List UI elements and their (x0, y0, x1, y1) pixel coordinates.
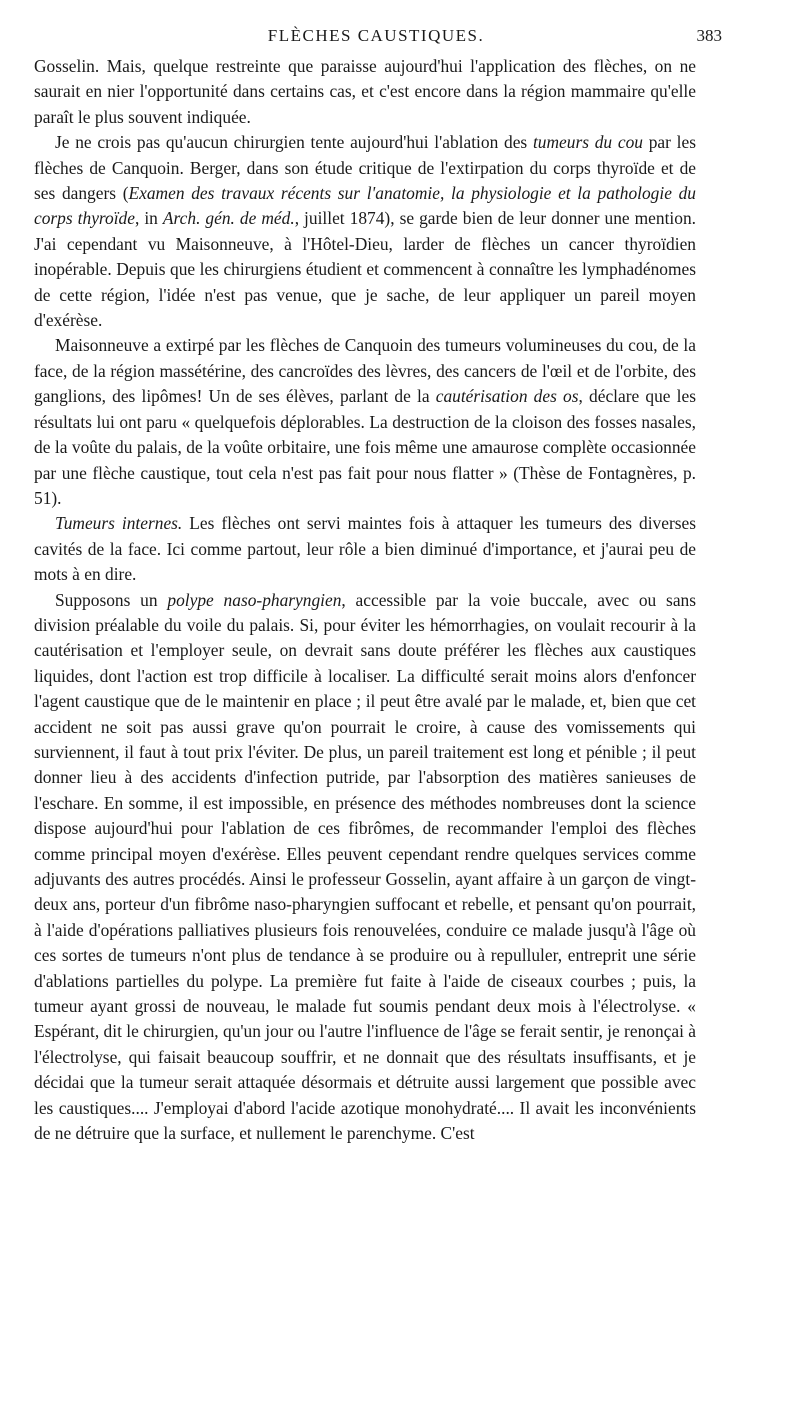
text-run: , accessible par la voie buccale, avec ou sans division préalable du voile du palais. Si, pour éviter les hémorrhagies, on voulait recourir à la cautérisation et l'employer seule, on devrait sans doute préférer les flèches aux caustiques liquides, dont l'action est trop difficile à localiser. La difficulté serait moins alors d'enfoncer l'agent caustique que de le maintenir en place ; il peut être avalé par le malade, et, bien que cet accident ne soit pas aussi grave qu'on pourrait le croire, à cause des vomissements qui surviennent, il faut à tout prix l'éviter. De plus, un pareil traitement est long et pénible ; il peut donner lieu à des accidents d'infection putride, par l'absorption des matières sanieuses de l'eschare. En somme, il est impossible, en présence des méthodes nombreuses dont la science dispose aujourd'hui pour l'ablation de ces fibrômes, de recommander l'emploi des flèches comme principal moyen d'exérèse. Elles peuvent cependant rendre quelques services comme adjuvants des autres procédés. Ainsi le professeur Gosselin, ayant affaire à un garçon de vingt-deux ans, porteur d'un fibrôme naso-pharyngien suffocant et rebelle, et pensant qu'on pourrait, à l'aide d'opérations palliatives plusieurs fois renouvelées, conduire ce malade jusqu'à l'âge où ces sortes de tumeurs n'ont plus de tendance à se produire ou à repulluler, entreprit une série d'ablations partielles du polype. La première fut faite à l'aide de ciseaux courbes ; puis, la tumeur ayant grossi de nouveau, le malade fut soumis pendant deux mois à l'électrolyse. « Espérant, dit le chirurgien, qu'un jour ou l'autre l'influence de l'âge se ferait sentir, je renonçai à l'électrolyse, qui faisait beaucoup souffrir, et ne donnait que des résultats insuffisants, et je décidai que la tumeur serait attaquée désormais et détruite aussi largement que possible avec les caustiques.... J'employai d'abord l'acide azotique monohydraté.... Il avait les inconvénients de ne détruire que la surface, et nullement le parenchyme. C'est (34, 589, 697, 1144)
paragraph (34, 130, 696, 333)
text-run: Supposons un (55, 589, 168, 610)
paragraph (34, 54, 696, 130)
body-text (34, 54, 696, 1146)
page-number: 383 (696, 26, 722, 45)
text-run: , juillet 1874), se garde bien de leur donner une mention. J'ai cependant vu Maisonneuve, à l'Hôtel-Dieu, larder de flèches un cancer thyroïdien inopérable. Depuis que les chirurgiens étudient et commencent à connaître les lymphadénomes de cette région, l'idée n'est pas venue, que je sache, de leur appliquer un pareil moyen d'exérèse. (34, 208, 696, 331)
text-run: , in (134, 208, 163, 229)
paragraph (34, 333, 696, 511)
italic-text: polype naso-pharyngien (167, 589, 342, 610)
italic-text: cautérisation des os (435, 386, 579, 407)
running-title: FLÈCHES CAUSTIQUES. (267, 26, 485, 45)
page-header (30, 26, 722, 50)
text-run: Maisonneuve a extirpé par les flèches de Canquoin des tumeurs volumineuses du cou, de la face, de la région massétérine, des cancroïdes des lèvres, des cancers de l'œil et de l'orbite, des ganglions, des lipômes! Un de ses élèves, parlant de la (34, 335, 696, 407)
italic-text: Arch. gén. de méd. (162, 208, 295, 229)
text-run: Je ne crois pas qu'aucun chirurgien tente aujourd'hui l'ablation des (55, 132, 533, 153)
text-run: Les flèches ont servi maintes fois à attaquer les tumeurs des diverses cavités de la face. Ici comme partout, leur rôle a bien diminué d'importance, et j'aurai peu de mots à en dire. (34, 513, 697, 585)
italic-text: Tumeurs internes. (55, 513, 183, 534)
text-run: Gosselin. Mais, quelque restreinte que paraisse aujourd'hui l'application des flèches, on ne saurait en nier l'opportunité dans certains cas, et c'est encore dans la région mammaire qu'elle paraît le plus souvent indiquée. (34, 56, 696, 127)
italic-text: tumeurs du cou (532, 132, 643, 153)
text-run: , déclare que les résultats lui ont paru « quelquefois déplorables. La destruction de la cloison des fosses nasales, de la voûte du palais, de la voûte orbitaire, une fois même une amaurose complète occasionnée par une flèche caustique, tout cela n'est pas fait pour nous flatter » (Thèse de Fontagnères, p. 51). (34, 386, 697, 508)
text-run: par les flèches de Canquoin. Berger, dans son étude critique de l'extirpation du corps thyroïde et de ses dangers ( (34, 132, 696, 204)
italic-text: Examen des travaux récents sur l'anatomie, la physiologie et la pathologie du corps thyroïde (34, 183, 696, 229)
paragraph (34, 588, 696, 1147)
paragraph (34, 511, 696, 587)
